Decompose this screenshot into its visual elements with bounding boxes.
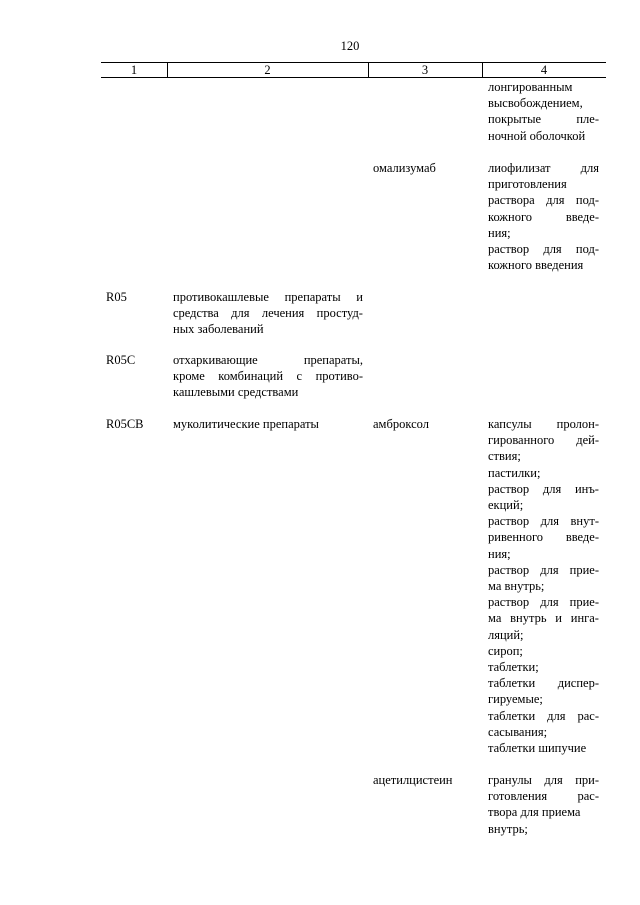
text-line: гируемые; (488, 692, 543, 707)
atc-code: R05 (106, 290, 127, 304)
word: комбинаций (218, 369, 284, 384)
word: введе- (565, 530, 599, 545)
text-line: сироп; (488, 643, 523, 658)
text-line (488, 416, 599, 432)
word: раствор (488, 514, 530, 529)
word: рас- (577, 789, 599, 804)
drug-name: амброксол (373, 417, 429, 431)
text-line (488, 594, 599, 610)
word: рас- (577, 708, 599, 723)
word: кожного (488, 209, 533, 224)
text-line (488, 788, 599, 804)
word: под- (575, 193, 599, 208)
word: раствор (488, 481, 530, 496)
word: готовления (488, 789, 548, 804)
text-line: кожного введения (488, 258, 584, 273)
text-line: пастилки; (488, 465, 541, 480)
word: внутрь (510, 611, 547, 626)
word: покрытые (488, 112, 542, 127)
word: для (540, 514, 560, 529)
word: кроме (173, 369, 205, 384)
atc-code: R05CB (106, 417, 144, 431)
word: противокашлевые (173, 290, 269, 304)
text-line: ма внутрь; (488, 579, 545, 594)
word: противо- (315, 369, 363, 384)
group-name (173, 352, 363, 401)
word: и (356, 290, 363, 304)
word: таблетки (488, 708, 536, 723)
drug-name: ацетилцистеин (373, 773, 453, 787)
text-line: екций; (488, 498, 524, 513)
text-line: приготовления (488, 177, 567, 192)
word: капсулы (488, 417, 532, 431)
text-line (488, 772, 599, 788)
text-line (488, 241, 599, 257)
word: прие- (569, 562, 599, 577)
text-line: ляций; (488, 627, 524, 642)
word: для (540, 562, 559, 577)
dosage-forms (488, 772, 599, 837)
text-line (488, 481, 599, 497)
word: препараты (284, 290, 341, 304)
word: лечения (261, 306, 305, 321)
text-line: внутрь; (488, 821, 528, 836)
text-line: муколитические препараты (173, 417, 319, 431)
text-line: ния; (488, 225, 511, 240)
word: лиофилизат (488, 161, 551, 175)
word: для (540, 595, 559, 610)
text-line: кашлевыми средствами (173, 385, 299, 400)
word: при- (575, 773, 599, 787)
text-line (173, 368, 363, 384)
word: с (296, 369, 303, 384)
word: и (555, 611, 562, 626)
text-line (488, 610, 599, 626)
text-line (488, 209, 599, 225)
group-name (173, 416, 363, 432)
text-line (488, 192, 599, 208)
word: гранулы (488, 773, 532, 787)
word: введе- (565, 209, 599, 224)
word: ма (488, 611, 502, 626)
word: для (580, 161, 599, 175)
word: раствор (488, 595, 530, 610)
text-line (488, 529, 599, 545)
column-header: 1 (130, 63, 138, 77)
text-line: твора для приема (488, 805, 581, 820)
word: для (547, 708, 566, 723)
text-line: ствия; (488, 449, 521, 464)
word: раствора (488, 193, 535, 208)
word: для (543, 242, 562, 257)
word: дей- (576, 433, 599, 448)
text-line: ния; (488, 546, 511, 561)
word: диспер- (557, 676, 599, 691)
text-line (488, 432, 599, 448)
text-line (488, 708, 599, 724)
column-header: 4 (540, 63, 548, 77)
page-number: 120 (340, 39, 360, 53)
text-line: высвобождением, (488, 96, 583, 111)
word: таблетки (488, 676, 536, 691)
text-line (488, 160, 599, 176)
group-name (173, 289, 363, 338)
word: для (546, 193, 565, 208)
word: для (544, 773, 563, 787)
column-header: 2 (264, 63, 271, 77)
word: раствор (488, 562, 530, 577)
dosage-forms (488, 79, 599, 144)
word: инга- (570, 611, 599, 626)
word: для (542, 481, 562, 496)
word: для (231, 306, 250, 321)
text-line: таблетки шипучие (488, 741, 587, 756)
word: раствор (488, 242, 530, 257)
text-line (488, 111, 599, 127)
atc-code: R05C (106, 353, 136, 367)
word: под- (575, 242, 599, 257)
text-line (173, 289, 363, 305)
text-line: таблетки; (488, 660, 539, 675)
word: пле- (576, 112, 599, 127)
dosage-forms (488, 160, 599, 273)
text-line (173, 305, 363, 321)
word: препараты, (303, 353, 363, 367)
text-line (488, 513, 599, 529)
word: прие- (569, 595, 599, 610)
word: инъ- (574, 481, 599, 496)
word: внут- (570, 514, 599, 529)
word: отхаркивающие (173, 353, 258, 367)
word: простуд- (316, 306, 363, 321)
text-line: ночной оболочкой (488, 128, 586, 143)
text-line: лонгированным (488, 80, 573, 94)
text-line (488, 562, 599, 578)
word: ривенного (488, 530, 544, 545)
text-line: сасывания; (488, 724, 548, 739)
word: пролон- (556, 417, 599, 431)
column-header: 3 (421, 63, 429, 77)
text-line: ных заболеваний (173, 322, 264, 337)
word: гированного (488, 433, 555, 448)
word: средства (173, 306, 219, 321)
text-line (173, 352, 363, 368)
dosage-forms (488, 416, 599, 756)
drug-name: омализумаб (373, 161, 436, 175)
text-line (488, 675, 599, 691)
